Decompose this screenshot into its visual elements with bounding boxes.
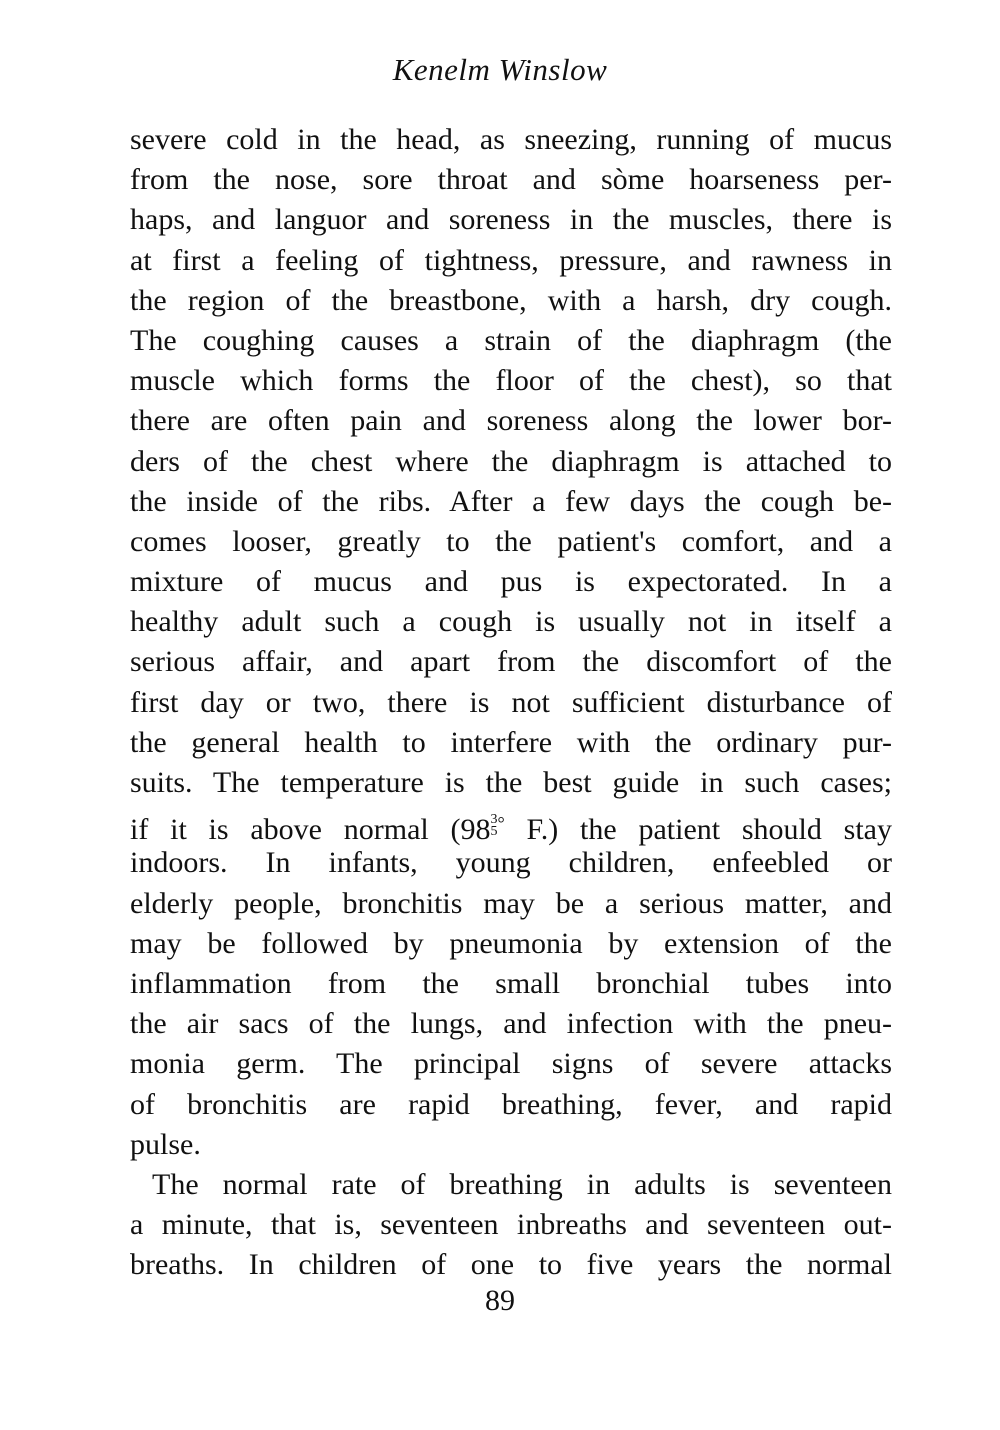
text-line: haps, and languor and soreness in the muscles, there is (130, 203, 892, 237)
text-line: comes looser, greatly to the patient's comfort, and a (130, 524, 892, 558)
text-line: ders of the chest where the diaphragm is attached to (130, 444, 892, 478)
running-head: Kenelm Winslow (392, 52, 608, 87)
text-line: indoors. In infants, young children, enfeebled or (130, 846, 892, 880)
page-number: 89 (485, 1284, 515, 1317)
text-line: from the nose, sore throat and sòme hoarseness per- (130, 163, 892, 197)
text-line: the air sacs of the lungs, and infection with the pneu- (130, 1007, 892, 1041)
text-line: monia germ. The principal signs of severe attacks (130, 1047, 892, 1081)
text-line: breaths. In children of one to five years the normal (130, 1248, 892, 1282)
text-line: The normal rate of breathing in adults is seventeen (152, 1167, 892, 1201)
text-line: suits. The temperature is the best guide in such cases; (130, 766, 892, 799)
text-line: at first a feeling of tightness, pressure, and rawness in (130, 243, 892, 277)
text-line: elderly people, bronchitis may be a serious matter, and (130, 886, 892, 920)
text-line: may be followed by pneumonia by extension of the (130, 926, 892, 960)
text-line: the general health to interfere with the ordinary pur- (130, 725, 892, 759)
text-line: healthy adult such a cough is usually not in itself a (130, 605, 892, 639)
text-line-temperature: if it is above normal (98 3 5 ° F.) the patient should stay (130, 812, 892, 847)
text-line: a minute, that is, seventeen inbreaths and seventeen out- (130, 1208, 892, 1242)
degree-sign: ° (497, 813, 505, 834)
paragraph-1 (130, 120, 892, 803)
text-line: the inside of the ribs. After a few days the cough be- (130, 484, 892, 518)
text-line: muscle which forms the floor of the chest), so that (130, 364, 892, 398)
text-line: mixture of mucus and pus is expectorated. In a (130, 565, 892, 599)
text-line: pulse. (130, 1127, 201, 1161)
fraction: 3 5 (490, 812, 498, 840)
text-line: there are often pain and soreness along the lower bor- (130, 404, 892, 438)
body-text (130, 120, 892, 1285)
paragraph-2 (130, 1165, 892, 1286)
text-line: of bronchitis are rapid breathing, fever, and rapid (130, 1087, 892, 1121)
paragraph-1-end (130, 843, 892, 1165)
text-line: the region of the breastbone, with a harsh, dry cough. (130, 283, 892, 317)
text-line: severe cold in the head, as sneezing, running of mucus (130, 123, 892, 156)
text-line: serious affair, and apart from the discomfort of the (130, 645, 892, 679)
text-line: The coughing causes a strain of the diaphragm (the (130, 323, 892, 357)
text-line: inflammation from the small bronchial tubes into (130, 966, 892, 1000)
text-line: first day or two, there is not sufficient disturbance of (130, 685, 892, 719)
